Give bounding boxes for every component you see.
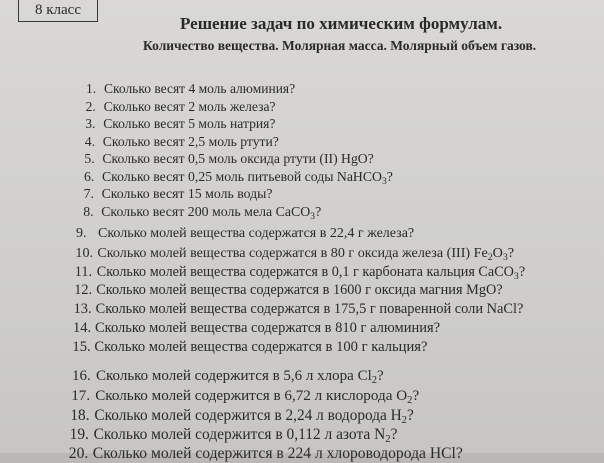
problem-text: Сколько молей вещества содержатся в 0,1 г карбоната кальция CaCO [96, 263, 514, 280]
problem-item [84, 186, 273, 202]
problem-text: Сколько весят 2,5 моль ртути? [102, 133, 279, 149]
problem-text: Сколько молей содержится в 2,24 л водорода H [94, 406, 402, 424]
problem-item [84, 169, 393, 187]
problem-text: Сколько молей содержится в 0,112 л азота N [93, 425, 386, 443]
problem-item [84, 151, 373, 167]
problem-text: Сколько весят 0,25 моль питьевой соды NaHCO [102, 168, 382, 184]
formula-subscript: 2 [407, 395, 413, 407]
problem-item [71, 387, 419, 406]
formula-subscript: 2 [371, 375, 377, 386]
formula-subscript: 3 [513, 270, 519, 282]
problem-text: Сколько весят 15 моль воды? [101, 186, 273, 201]
problem-number: 17. [71, 387, 91, 405]
problem-number: 19. [69, 425, 89, 443]
problem-item [83, 204, 321, 222]
problem-item [72, 368, 384, 386]
formula-subscript: 2 [385, 432, 391, 445]
problem-number: 3. [85, 116, 96, 131]
question-mark: ? [386, 168, 393, 184]
problem-text: Сколько молей вещества содержатся в 22,4 г железа? [98, 226, 415, 241]
problem-number: 7. [83, 186, 94, 201]
problem-item [74, 301, 524, 318]
problem-item [86, 99, 276, 115]
formula-subscript: 3 [381, 175, 387, 187]
problem-number: 20. [68, 445, 89, 463]
problem-number: 15. [72, 338, 91, 355]
problem-item [75, 264, 525, 282]
page-title: Решение задач по химическим формулам. [180, 14, 503, 33]
problem-item [74, 282, 502, 299]
problem-number: 11. [74, 263, 93, 280]
problem-text: Сколько молей содержится в 6,72 л кислорода O [95, 387, 408, 405]
page-subtitle: Количество вещества. Молярная масса. Молярный объем газов. [143, 38, 537, 53]
problem-text: Сколько весят 2 моль железа? [103, 98, 276, 114]
question-mark: ? [377, 368, 384, 384]
problem-text: Сколько молей вещества содержатся в 810 г алюминия? [95, 320, 441, 336]
problem-number: 8. [83, 203, 94, 219]
problem-number: 4. [84, 133, 96, 149]
problem-item [85, 116, 275, 132]
problem-number: 6. [84, 168, 95, 184]
problem-text: Сколько весят 5 моль натрия? [103, 116, 276, 131]
problem-text: Сколько молей содержится в 224 л хлороводорода HCl? [92, 445, 463, 463]
problem-number: 10. [75, 244, 94, 261]
problem-item [70, 426, 398, 445]
problem-number: 5. [84, 151, 95, 166]
formula-subscript: 2 [487, 251, 493, 263]
problem-number: 18. [70, 406, 90, 424]
problem-item [69, 445, 463, 463]
problem-text: Сколько весят 4 моль алюминия? [104, 81, 296, 96]
problem-item [73, 320, 440, 337]
formula-part: O [492, 244, 503, 261]
problem-text: Сколько молей вещества содержатся в 1600 г оксида магния MgO? [96, 282, 503, 299]
problem-text: Сколько весят 0,5 моль оксида ртути (II) HgO? [102, 151, 374, 166]
formula-subscript: 2 [401, 413, 408, 426]
problem-number: 1. [86, 81, 97, 96]
problem-item [76, 226, 414, 242]
problem-item [86, 81, 295, 97]
problem-item [75, 245, 514, 263]
grade-label: 8 класс [18, 0, 98, 22]
problem-number: 2. [85, 98, 96, 114]
formula-subscript: 3 [502, 251, 508, 263]
question-mark: ? [315, 203, 322, 219]
problem-text: Сколько молей содержится в 5,6 л хлора Cl [96, 368, 372, 384]
problem-number: 16. [72, 368, 91, 384]
question-mark: ? [507, 244, 515, 261]
problem-number: 12. [74, 282, 93, 299]
problem-number: 9. [76, 226, 87, 241]
problem-item [85, 134, 279, 150]
question-mark: ? [390, 425, 398, 443]
question-mark: ? [407, 406, 414, 424]
problem-item [70, 407, 413, 426]
problem-text: Сколько весят 200 моль мела CaCO [101, 203, 311, 219]
problem-item [72, 339, 427, 356]
problem-text: Сколько молей вещества содержатся в 80 г оксида железа (III) Fe [97, 244, 488, 261]
formula-subscript: 3 [310, 210, 316, 222]
problem-text: Сколько молей вещества содержатся в 175,5 г поваренной соли NaCl? [95, 301, 524, 318]
problem-text: Сколько молей вещества содержатся в 100 г кальция? [94, 338, 428, 355]
question-mark: ? [518, 263, 526, 280]
problem-number: 14. [73, 320, 92, 336]
problem-number: 13. [73, 301, 92, 318]
question-mark: ? [412, 387, 420, 405]
